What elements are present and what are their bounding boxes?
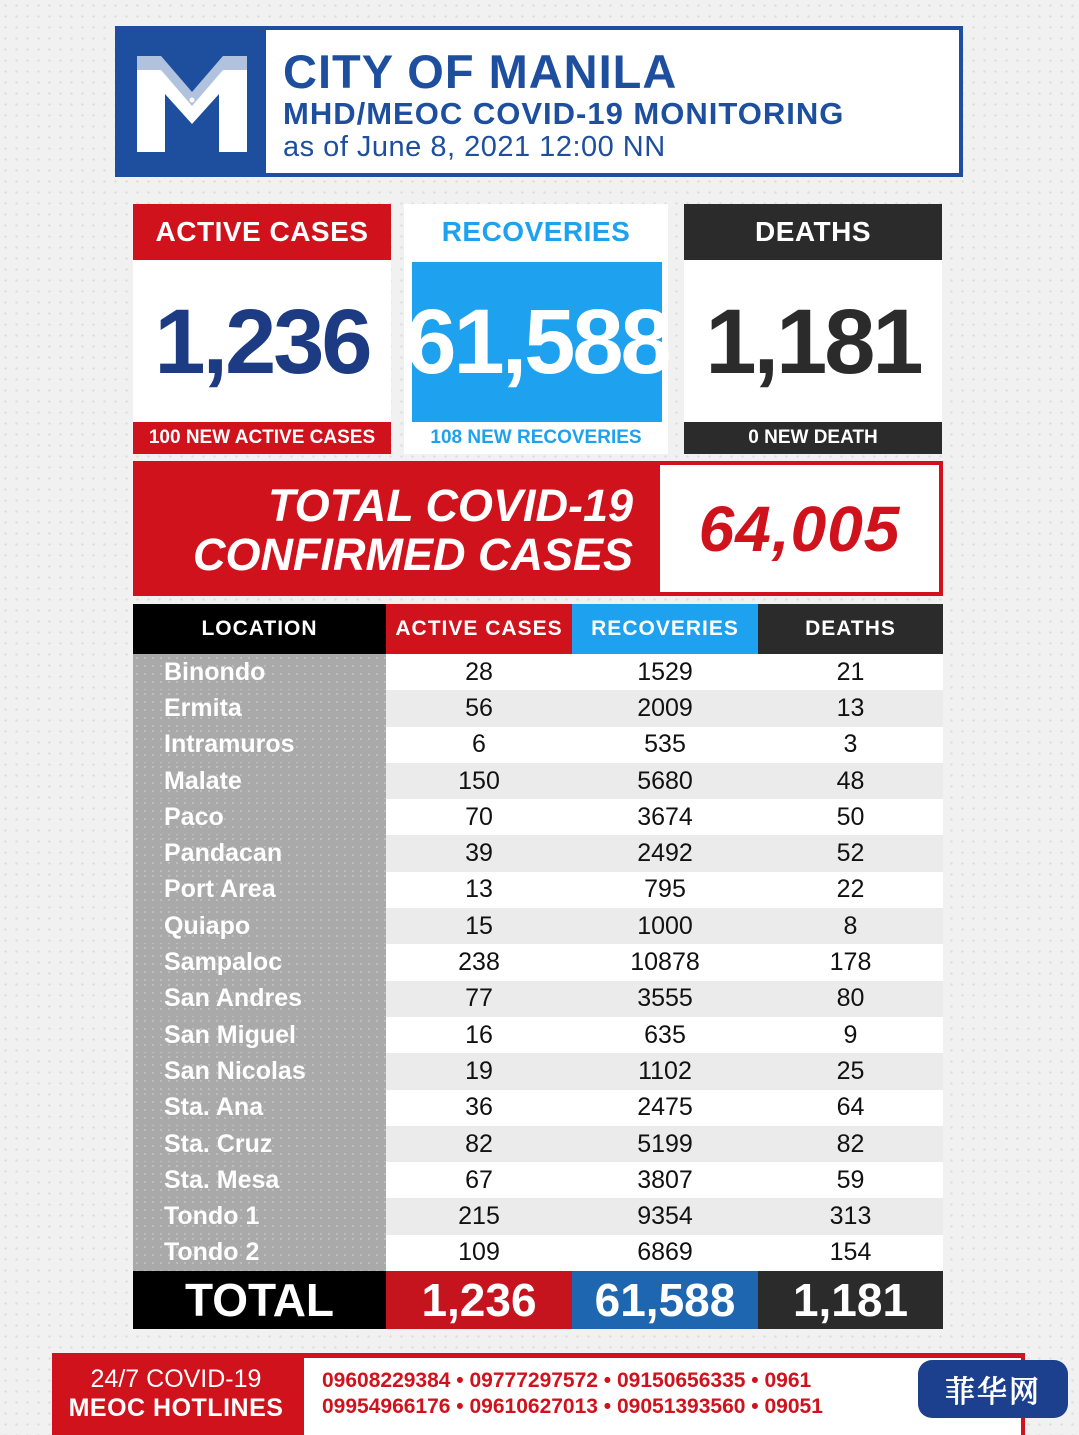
- manila-logo: [119, 30, 266, 173]
- page-subtitle: MHD/MEOC COVID-19 MONITORING: [283, 96, 845, 131]
- active-cases-card: [133, 204, 391, 454]
- table-body: [133, 654, 943, 1271]
- total-label-line2: CONFIRMED CASES: [192, 529, 633, 580]
- cell-deaths: 52: [758, 835, 943, 871]
- cell-recoveries: 2009: [572, 690, 758, 726]
- cell-deaths: 48: [758, 763, 943, 799]
- location-table: [133, 604, 943, 1329]
- recoveries-value: 61,588: [412, 262, 662, 422]
- cell-recoveries: 2475: [572, 1090, 758, 1126]
- new-recoveries: 108 NEW RECOVERIES: [404, 422, 668, 454]
- hotline-numbers-line1: 09608229384 • 09777297572 • 09150656335 • 0961: [322, 1369, 812, 1392]
- cell-deaths: 22: [758, 872, 943, 908]
- cell-active: 36: [386, 1090, 572, 1126]
- cell-deaths: 13: [758, 690, 943, 726]
- cell-recoveries: 1102: [572, 1053, 758, 1089]
- header-banner: [115, 26, 963, 177]
- table-row: [133, 1017, 943, 1053]
- table-header: [133, 604, 943, 654]
- total-row-deaths: 1,181: [758, 1271, 943, 1329]
- table-row: [133, 872, 943, 908]
- cell-active: 77: [386, 981, 572, 1017]
- cell-active: 70: [386, 799, 572, 835]
- cell-recoveries: 10878: [572, 944, 758, 980]
- deaths-card: [684, 204, 942, 454]
- table-row: [133, 835, 943, 871]
- cell-recoveries: 3674: [572, 799, 758, 835]
- cell-deaths: 178: [758, 944, 943, 980]
- cell-active: 82: [386, 1126, 572, 1162]
- table-row: [133, 1126, 943, 1162]
- total-row-active: 1,236: [386, 1271, 572, 1329]
- table-row: [133, 727, 943, 763]
- cell-active: 215: [386, 1198, 572, 1234]
- cell-recoveries: 2492: [572, 835, 758, 871]
- cell-active: 56: [386, 690, 572, 726]
- cell-active: 109: [386, 1235, 572, 1271]
- table-row: [133, 1053, 943, 1089]
- cell-location: Intramuros: [133, 727, 386, 763]
- hotlines-label-line1: 24/7 COVID-19: [90, 1365, 262, 1393]
- cell-active: 16: [386, 1017, 572, 1053]
- hotlines-label: [52, 1353, 300, 1435]
- hotlines-label-line2: MEOC HOTLINES: [68, 1394, 284, 1422]
- cell-deaths: 3: [758, 727, 943, 763]
- page-title: CITY OF MANILA: [283, 45, 678, 98]
- watermark-logo: 菲华网: [918, 1360, 1068, 1418]
- cell-deaths: 154: [758, 1235, 943, 1271]
- cell-location: Sta. Mesa: [133, 1162, 386, 1198]
- recoveries-label: RECOVERIES: [404, 204, 668, 260]
- table-row: [133, 1198, 943, 1234]
- cell-location: Pandacan: [133, 835, 386, 871]
- cell-location: Tondo 2: [133, 1235, 386, 1271]
- cell-active: 28: [386, 654, 572, 690]
- cell-location: Sampaloc: [133, 944, 386, 980]
- cell-location: Malate: [133, 763, 386, 799]
- cell-location: San Andres: [133, 981, 386, 1017]
- cell-deaths: 8: [758, 908, 943, 944]
- cell-location: San Miguel: [133, 1017, 386, 1053]
- total-confirmed-banner: [133, 461, 943, 596]
- cell-recoveries: 3807: [572, 1162, 758, 1198]
- col-header-location: LOCATION: [133, 604, 386, 654]
- cell-deaths: 25: [758, 1053, 943, 1089]
- cell-location: Paco: [133, 799, 386, 835]
- new-deaths: 0 NEW DEATH: [684, 422, 942, 454]
- col-header-active: ACTIVE CASES: [386, 604, 572, 654]
- cell-recoveries: 5680: [572, 763, 758, 799]
- table-row: [133, 908, 943, 944]
- cell-deaths: 64: [758, 1090, 943, 1126]
- cell-location: San Nicolas: [133, 1053, 386, 1089]
- cell-recoveries: 1529: [572, 654, 758, 690]
- hotlines-bar: [52, 1353, 1025, 1435]
- cell-active: 19: [386, 1053, 572, 1089]
- cell-active: 39: [386, 835, 572, 871]
- cell-location: Sta. Cruz: [133, 1126, 386, 1162]
- cell-recoveries: 635: [572, 1017, 758, 1053]
- table-row: [133, 763, 943, 799]
- cell-recoveries: 5199: [572, 1126, 758, 1162]
- deaths-value: 1,181: [705, 290, 921, 393]
- col-header-recoveries: RECOVERIES: [572, 604, 758, 654]
- deaths-label: DEATHS: [684, 204, 942, 260]
- col-header-deaths: DEATHS: [758, 604, 943, 654]
- cell-active: 15: [386, 908, 572, 944]
- cell-deaths: 82: [758, 1126, 943, 1162]
- cell-recoveries: 6869: [572, 1235, 758, 1271]
- cell-location: Tondo 1: [133, 1198, 386, 1234]
- cell-deaths: 50: [758, 799, 943, 835]
- new-active-cases: 100 NEW ACTIVE CASES: [133, 422, 391, 454]
- total-label-line1: TOTAL COVID-19: [267, 480, 633, 531]
- table-row: [133, 1090, 943, 1126]
- cell-location: Sta. Ana: [133, 1090, 386, 1126]
- table-row: [133, 654, 943, 690]
- cell-recoveries: 3555: [572, 981, 758, 1017]
- cell-deaths: 9: [758, 1017, 943, 1053]
- table-row: [133, 799, 943, 835]
- cell-recoveries: 795: [572, 872, 758, 908]
- active-cases-label: ACTIVE CASES: [133, 204, 391, 260]
- as-of-date: as of June 8, 2021 12:00 NN: [283, 131, 666, 163]
- total-row-recoveries: 61,588: [572, 1271, 758, 1329]
- table-row: [133, 1162, 943, 1198]
- hotline-numbers: [304, 1358, 1021, 1435]
- table-row: [133, 1235, 943, 1271]
- table-row: [133, 981, 943, 1017]
- cell-recoveries: 9354: [572, 1198, 758, 1234]
- total-row-label: TOTAL: [133, 1271, 386, 1329]
- cell-deaths: 80: [758, 981, 943, 1017]
- table-total-row: [133, 1271, 943, 1329]
- cell-recoveries: 535: [572, 727, 758, 763]
- cell-location: Quiapo: [133, 908, 386, 944]
- active-cases-value: 1,236: [154, 290, 370, 393]
- recoveries-card: [404, 204, 668, 454]
- cell-deaths: 21: [758, 654, 943, 690]
- table-row: [133, 944, 943, 980]
- cell-deaths: 313: [758, 1198, 943, 1234]
- m-logo-icon: [133, 48, 251, 156]
- total-confirmed-value: 64,005: [660, 465, 939, 592]
- table-row: [133, 690, 943, 726]
- cell-recoveries: 1000: [572, 908, 758, 944]
- cell-active: 6: [386, 727, 572, 763]
- total-confirmed-label: [153, 481, 633, 579]
- cell-active: 13: [386, 872, 572, 908]
- cell-deaths: 59: [758, 1162, 943, 1198]
- cell-active: 238: [386, 944, 572, 980]
- cell-location: Ermita: [133, 690, 386, 726]
- hotline-numbers-line2: 09954966176 • 09610627013 • 09051393560 • 09051: [322, 1395, 823, 1418]
- cell-active: 150: [386, 763, 572, 799]
- cell-location: Port Area: [133, 872, 386, 908]
- cell-active: 67: [386, 1162, 572, 1198]
- cell-location: Binondo: [133, 654, 386, 690]
